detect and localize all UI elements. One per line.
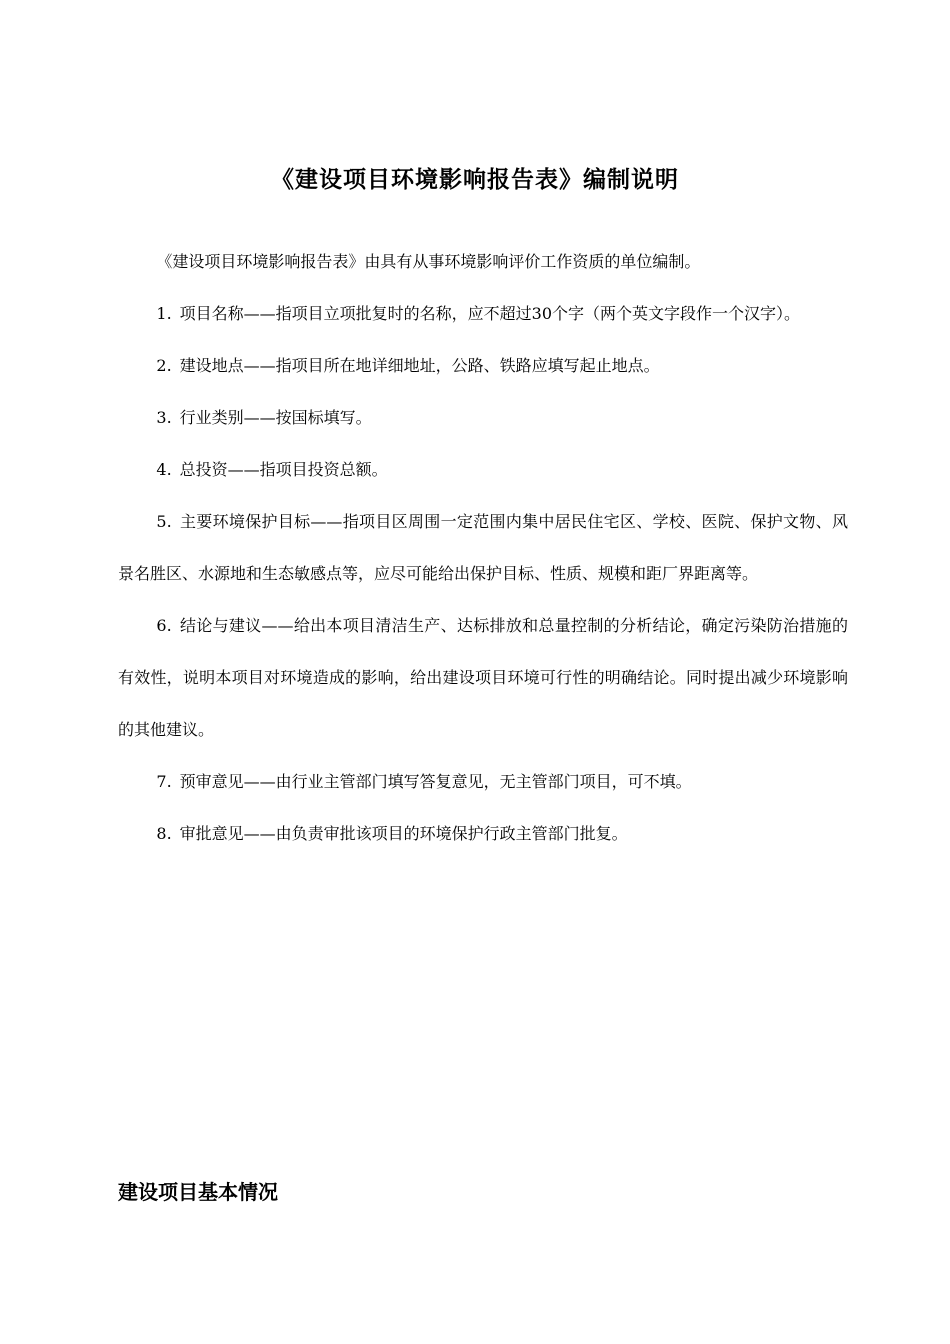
document-title: 《建设项目环境影响报告表》编制说明	[271, 167, 679, 193]
item-number: 8.	[156, 824, 172, 843]
item-text: 结论与建议——给出本项目清洁生产、达标排放和总量控制的分析结论，确定污染防治措施的有效性，说明本项目对环境造成的影响，给出建设项目环境可行性的明确结论。同时提出减少环境影响的其他建议。	[118, 616, 848, 739]
instruction-item-6	[118, 600, 848, 756]
instruction-item-1	[118, 288, 848, 340]
instruction-item-7	[118, 756, 848, 808]
item-number: 1.	[156, 304, 172, 323]
item-text: 项目名称——指项目立项批复时的名称，应不超过30个字（两个英文字段作一个汉字）。	[179, 304, 801, 323]
instructions-body	[118, 236, 848, 860]
item-text: 行业类别——按国标填写。	[179, 408, 372, 427]
item-number: 4.	[156, 460, 172, 479]
item-number: 3.	[156, 408, 172, 427]
instruction-item-4	[118, 444, 848, 496]
intro-paragraph: 《建设项目环境影响报告表》由具有从事环境影响评价工作资质的单位编制。	[156, 252, 701, 271]
item-text: 建设地点——指项目所在地详细地址，公路、铁路应填写起止地点。	[179, 356, 660, 375]
item-text: 审批意见——由负责审批该项目的环境保护行政主管部门批复。	[179, 824, 628, 843]
section-heading: 建设项目基本情况	[118, 1180, 278, 1204]
item-number: 2.	[156, 356, 172, 375]
instruction-item-8	[118, 808, 848, 860]
item-number: 6.	[156, 616, 172, 635]
item-text: 预审意见——由行业主管部门填写答复意见，无主管部门项目，可不填。	[179, 772, 692, 791]
instruction-item-3	[118, 392, 848, 444]
instruction-item-2	[118, 340, 848, 392]
item-text: 主要环境保护目标——指项目区周围一定范围内集中居民住宅区、学校、医院、保护文物、风景名胜区、水源地和生态敏感点等，应尽可能给出保护目标、性质、规模和距厂界距离等。	[118, 512, 848, 583]
instruction-item-5	[118, 496, 848, 600]
item-number: 5.	[156, 512, 172, 531]
item-number: 7.	[156, 772, 172, 791]
item-text: 总投资——指项目投资总额。	[179, 460, 388, 479]
